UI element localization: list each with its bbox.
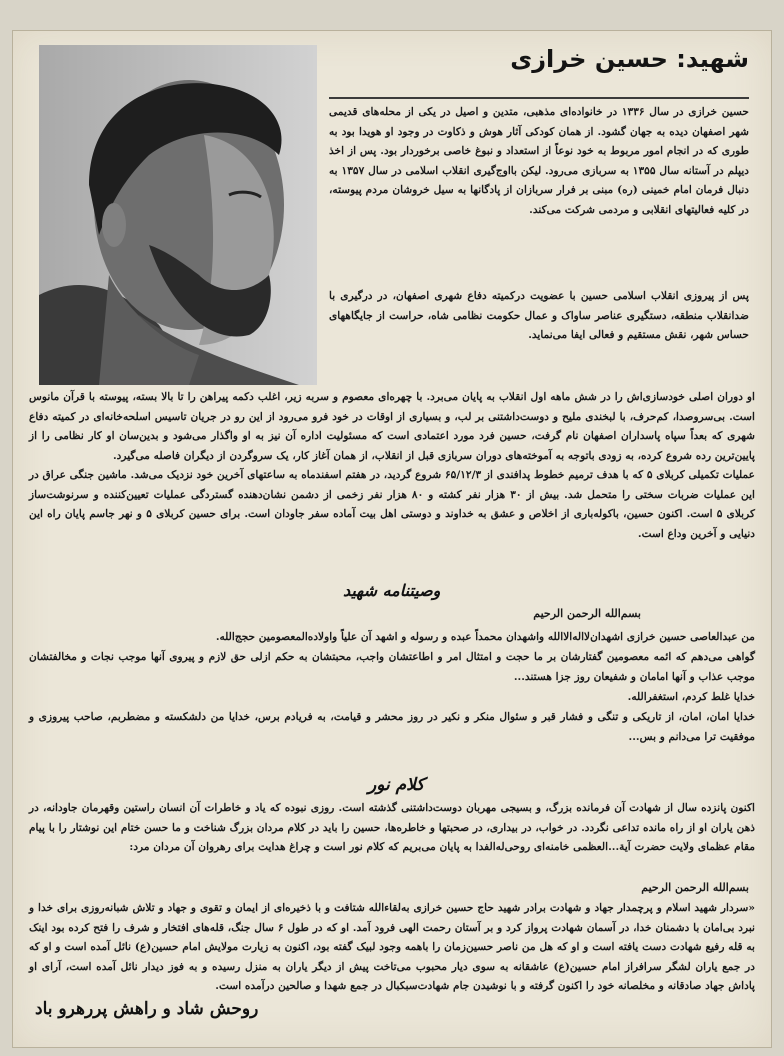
will-paragraph-3: خدایا غلط کردم، استغفرالله.: [627, 691, 755, 703]
body-section: [29, 388, 755, 544]
will-paragraph-2: گواهی می‌دهم که ائمه معصومین گفتارشان بر ما حجت و امتثال امر و اطاعتشان واجب، محبتشان به حکم ازلی حق لازم و پیروی آنها موجب نجات و مخالفتشان موجب عذاب و آنها امامان و شفیعان روز جزا هستند...: [29, 651, 755, 683]
will-heading: وصیتنامه شهید: [343, 581, 441, 600]
intro-paragraph-1: حسین خرازی در سال ۱۳۳۶ در خانواده‌ای مذهبی، متدین و اصیل در یکی از محله‌های قدیمی شهر اصفهان دیده به جهان گشود. از همان کودکی آثار هوش و ذکاوت در وجود او هویدا بود به طوری که در انجام امور مربوط به خود نوعاً از استعداد و نبوغ خاصی برخوردار بود. پس از اخذ دیپلم در آستانه سال ۱۳۵۵ به سربازی می‌رود. لیکن بااوج‌گیری انقلاب اسلامی در سال ۱۳۵۷ به دنبال فرمان امام خمینی (ره) مبنی بر فرار سربازان از پادگانها به سیل خروشان مردم پیوسته، در کلیه فعالیتهای انقلابی و مردمی شرکت می‌کند.: [329, 106, 749, 216]
newspaper-clipping: [12, 30, 772, 1048]
article-title: شهید: حسین خرازی: [510, 45, 749, 73]
kalam-bismillah: بسم‌الله الرحمن الرحیم: [641, 881, 749, 894]
intro-paragraph-2: پس از پیروزی انقلاب اسلامی حسین با عضویت درکمیته دفاع شهری اصفهان، در درگیری با ضدانقلاب منطقه، دستگیری عناصر ساواک و عمال حکومت نظامی شاه، حراست از جایگاههای حساس شهر، نقش مستقیم و فعالی ایفا می‌نماید.: [329, 290, 749, 341]
body-paragraph-1: او دوران اصلی خودسازی‌اش را در شش ماهه اول انقلاب به پایان می‌برد. با چهره‌ای معصوم و سربه زیر، اغلب دکمه پیراهن را تا بالا بسته، پیوسته با قرآن مانوس است. بی‌سروصدا، کم‌حرف، با لبخندی ملیح و دوست‌داشتنی بر لب، و بسیاری از اوقات در خود فرو می‌رود از این رو در جریان تاسیس اسلحه‌خانه‌ای در کمیته دفاع شهری که بعداً سپاه پاسداران اصفهان نام گرفت، حسین فرد مورد اعتمادی است که مسئولیت اداره آن نیز به او واگذار می‌شود و بدین‌سان او کار نظامی را از پایین‌ترین رده شروع کرده، به زودی باتوجه به آموخته‌های دوران سربازی قبل از انقلاب، از همان آغاز کار، یک سروگردن از دیگران فاصله می‌گیرد.: [29, 391, 755, 462]
portrait-photo: [39, 45, 317, 385]
will-paragraph-4: خدایا امان، امان، از تاریکی و تنگی و فشار قبر و سئوال منکر و نکیر در روز محشر و قیامت، به فریادم برس، خدایا من دلشکسته و مضطربم، صاحب پیروزی و موفقیت ترا می‌دانم و بس...: [29, 711, 755, 743]
title-rule: [329, 97, 749, 99]
will-bismillah: بسم‌الله الرحمن الرحیم: [533, 607, 641, 620]
closing-line: روحش شاد و راهش پررهرو باد: [35, 999, 259, 1019]
body-paragraph-2: عملیات تکمیلی کربلای ۵ که با هدف ترمیم خطوط پدافندی از ۶۵/۱۲/۳ شروع گردید، در هفتم اسفندماه به ساعتهای آخرین خود نزدیک می‌شد. ماشین جنگی عراق در این عملیات ضربات سختی را متحمل شد. بیش از ۳۰ هزار نفر کشته و ۸۰ هزار نفر زخمی از دشمن نشان‌دهنده گستردگی عملیات تعیین‌کننده و سرنوشت‌ساز کربلای ۵ است. اکنون حسین، باکوله‌باری از اخلاص و عشق به خداوند و دوستی اهل بیت آماده سفر جاودان است. برای حسین کربلای ۵ و نهر جاسم پایان راه این دنیایی و آخرین وداع است.: [29, 469, 756, 540]
will-paragraph-1: من عبدالعاصی حسین خرازی اشهدان‌لااله‌الاالله واشهدان محمداً عبده و رسوله و اشهد آن علیاً واولاده‌المعصومین حجج‌الله.: [215, 631, 755, 643]
kalam-heading: کلام نور: [368, 775, 425, 795]
will-section: [29, 627, 755, 747]
kalam-paragraph-2: «سردار شهید اسلام و پرچمدار جهاد و شهادت برادر شهید حاج حسین خرازی به‌لقاءالله شتافت و با ذخیره‌ای از ایمان و تقوی و جهاد و تلاش شبانه‌روزی برای خدا و نبرد بی‌امان با دشمنان خدا، در آسمان شهادت پرواز کرد و بر آستان رحمت الهی فرود آمد. او که در طول ۶ سال جنگ، قله‌های افتخار و شرف را فتح کرده بود اینک به قله رفیع شهادت دست یافته است و او که هل من ناصر حسین‌زمان را باهمه وجود لبیک گفته بود، اکنون به زیارت مولایش امام حسین(ع) نائل آمده است و او که در جمع یاران لشگر سرافراز امام حسین(ع) عاشقانه به سوی دیار محبوب می‌تاخت پیش از دیگر یاران به منزل رسیده و به فوز دیدار نائل آمده است، آرای او پاداش جهاد صادقانه و مخلصانه خود را اکنون گرفته و با نوشیدن جام شهادت‌سبکبال در جمع شهدا و صالحین درآمده است.: [29, 902, 755, 992]
portrait-photo-icon: [39, 45, 317, 385]
kalam-paragraph-1: اکنون پانزده سال از شهادت آن فرمانده بزرگ، و بسیجی مهربان دوست‌داشتنی گذشته است. روزی نبوده که یاد و خاطرات آن انسان راستین وقهرمان جاودانه، در ذهن یاران او از راه مانده تداعی نگردد. در خواب، در بیداری، در صحبتها و خاطره‌ها، حسین را باید در کلام مردان بزرگ شناخت و ما حسن ختام این نوشتار را با پیام مقام عظمای ولایت حضرت آیة...العظمی خامنه‌ای روحی‌له‌الفدا به پایان می‌بریم که کلام نور است و چراغ هدایت برای رهروان آن مردان مرد:: [29, 802, 755, 853]
